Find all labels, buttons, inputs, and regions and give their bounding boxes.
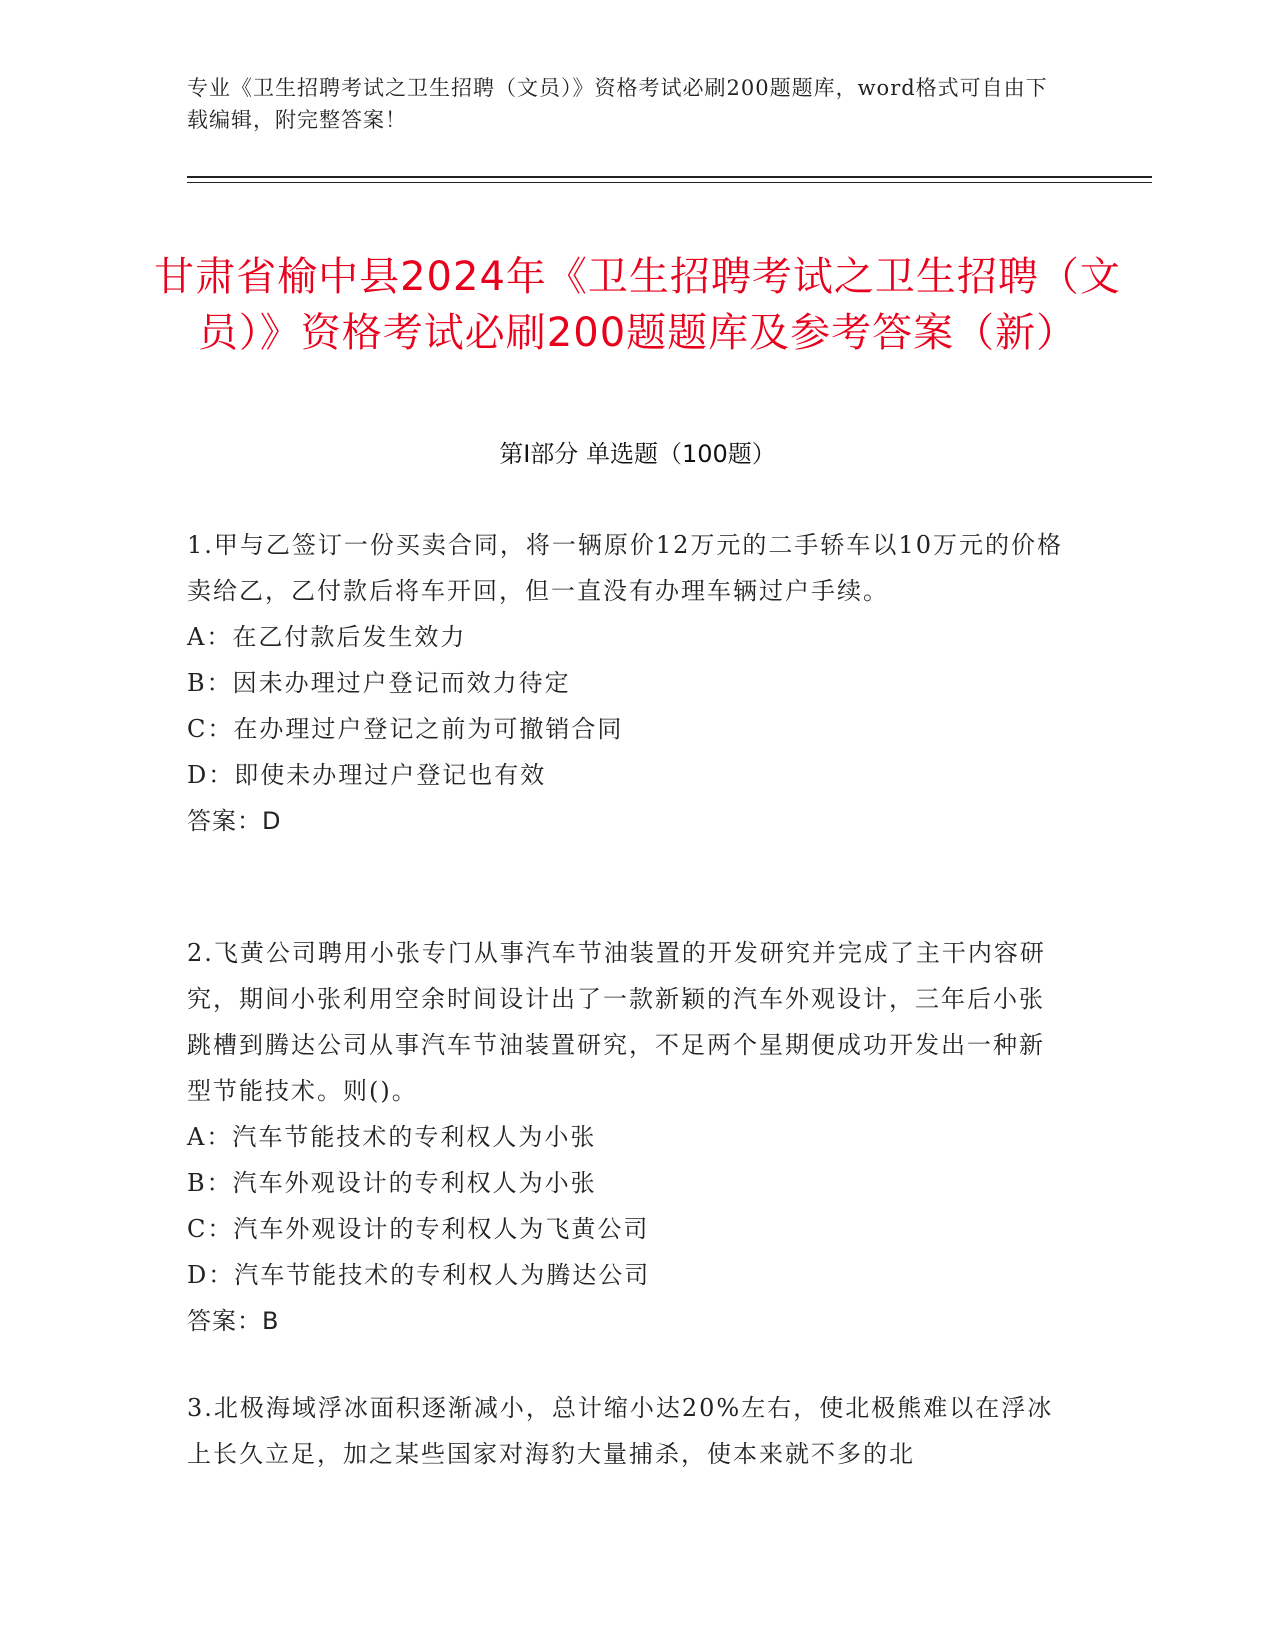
answer-line: 答案：D bbox=[187, 807, 282, 835]
question-item bbox=[187, 522, 1067, 844]
question-item bbox=[187, 1385, 1067, 1477]
option-d: D：汽车节能技术的专利权人为腾达公司 bbox=[187, 1261, 651, 1289]
question-stem: 2.飞黄公司聘用小张专门从事汽车节油装置的开发研究并完成了主干内容研究，期间小张利用空余时间设计出了一款新颖的汽车外观设计，三年后小张跳槽到腾达公司从事汽车节油装置研究，不足两个星期便成功开发出一种新型节能技术。则()。 bbox=[187, 939, 1046, 1105]
option-a: A：在乙付款后发生效力 bbox=[187, 623, 467, 651]
header-divider-thick bbox=[187, 176, 1152, 178]
question-item bbox=[187, 930, 1067, 1344]
section-title: 第Ⅰ部分 单选题（100题） bbox=[499, 440, 776, 468]
header-note: 专业《卫生招聘考试之卫生招聘（文员）》资格考试必刷200题题库，word格式可自由下载编辑，附完整答案！ bbox=[187, 76, 1048, 132]
document-title: 甘肃省榆中县2024年《卫生招聘考试之卫生招聘（文员）》资格考试必刷200题题库及参考答案（新） bbox=[154, 253, 1121, 356]
option-b: B：因未办理过户登记而效力待定 bbox=[187, 669, 571, 697]
question-stem: 3.北极海域浮冰面积逐渐减小，总计缩小达20%左右，使北极熊难以在浮冰上长久立足，加之某些国家对海豹大量捕杀，使本来就不多的北 bbox=[187, 1394, 1054, 1468]
question-stem: 1.甲与乙签订一份买卖合同，将一辆原价12万元的二手轿车以10万元的价格卖给乙，乙付款后将车开回，但一直没有办理车辆过户手续。 bbox=[187, 531, 1063, 605]
answer-line: 答案：B bbox=[187, 1307, 280, 1335]
option-a: A：汽车节能技术的专利权人为小张 bbox=[187, 1123, 597, 1151]
option-d: D：即使未办理过户登记也有效 bbox=[187, 761, 547, 789]
option-b: B：汽车外观设计的专利权人为小张 bbox=[187, 1169, 597, 1197]
option-c: C：汽车外观设计的专利权人为飞黄公司 bbox=[187, 1215, 650, 1243]
option-c: C：在办理过户登记之前为可撤销合同 bbox=[187, 715, 624, 743]
header-divider-thin bbox=[187, 182, 1152, 183]
